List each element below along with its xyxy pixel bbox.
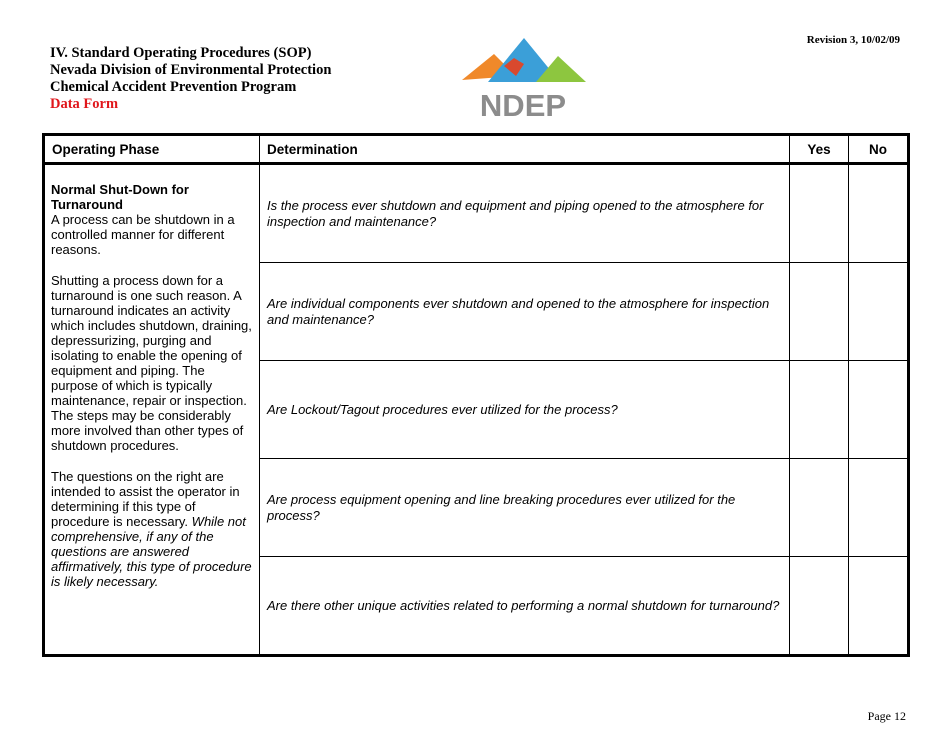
header-no: No	[849, 135, 909, 164]
table-header-row	[44, 135, 909, 164]
question-4: Are process equipment opening and line breaking procedures ever utilized for the process?	[260, 459, 790, 557]
header-line-2: Nevada Division of Environmental Protection	[50, 62, 332, 78]
ndep-logo	[460, 36, 586, 120]
phase-guidance-text: The questions on the right are intended to assist the operator in determining if this type of procedure is necessary.	[51, 469, 240, 529]
sop-data-table	[42, 133, 910, 657]
question-1: Is the process ever shutdown and equipment and piping opened to the atmosphere for inspection and maintenance?	[260, 164, 790, 263]
phase-guidance-italic: While not comprehensive, if any of the questions are answered affirmatively, this type of procedure is likely necessary.	[51, 514, 252, 589]
revision-label: Revision 3, 10/02/09	[806, 34, 900, 46]
header-line-3: Chemical Accident Prevention Program	[50, 79, 297, 95]
phase-guidance	[51, 469, 253, 589]
header-line-1: IV. Standard Operating Procedures (SOP)	[50, 45, 312, 61]
no-checkbox-2[interactable]	[849, 263, 909, 361]
table-row	[44, 164, 909, 263]
yes-checkbox-4[interactable]	[790, 459, 849, 557]
yes-checkbox-2[interactable]	[790, 263, 849, 361]
yes-checkbox-5[interactable]	[790, 557, 849, 656]
header-data-form: Data Form	[50, 96, 119, 112]
phase-title: Normal Shut-Down for Turnaround	[51, 182, 189, 212]
header-yes: Yes	[790, 135, 849, 164]
phase-intro: A process can be shutdown in a controlled manner for different reasons.	[51, 212, 235, 257]
no-checkbox-3[interactable]	[849, 361, 909, 459]
phase-description: Shutting a process down for a turnaround is one such reason. A turnaround indicates an activity which includes shutdown, draining, depressurizing, purging and isolating to enable the opening of equipment and piping. The purpose of which is typically maintenance, repair or inspection. The steps may be considerably more involved than other types of shutdown procedures.	[51, 273, 252, 453]
question-2: Are individual components ever shutdown and opened to the atmosphere for inspection and maintenance?	[260, 263, 790, 361]
question-5: Are there other unique activities related to performing a normal shutdown for turnaround?	[260, 557, 790, 656]
no-checkbox-1[interactable]	[849, 164, 909, 263]
operating-phase-cell	[44, 164, 260, 656]
yes-checkbox-3[interactable]	[790, 361, 849, 459]
no-checkbox-4[interactable]	[849, 459, 909, 557]
document-header	[50, 45, 331, 113]
header-determination: Determination	[260, 135, 790, 164]
question-3: Are Lockout/Tagout procedures ever utilized for the process?	[260, 361, 790, 459]
logo-text: NDEP	[479, 88, 567, 120]
yes-checkbox-1[interactable]	[790, 164, 849, 263]
page-number: Page 12	[867, 709, 906, 723]
header-operating-phase: Operating Phase	[44, 135, 260, 164]
no-checkbox-5[interactable]	[849, 557, 909, 656]
